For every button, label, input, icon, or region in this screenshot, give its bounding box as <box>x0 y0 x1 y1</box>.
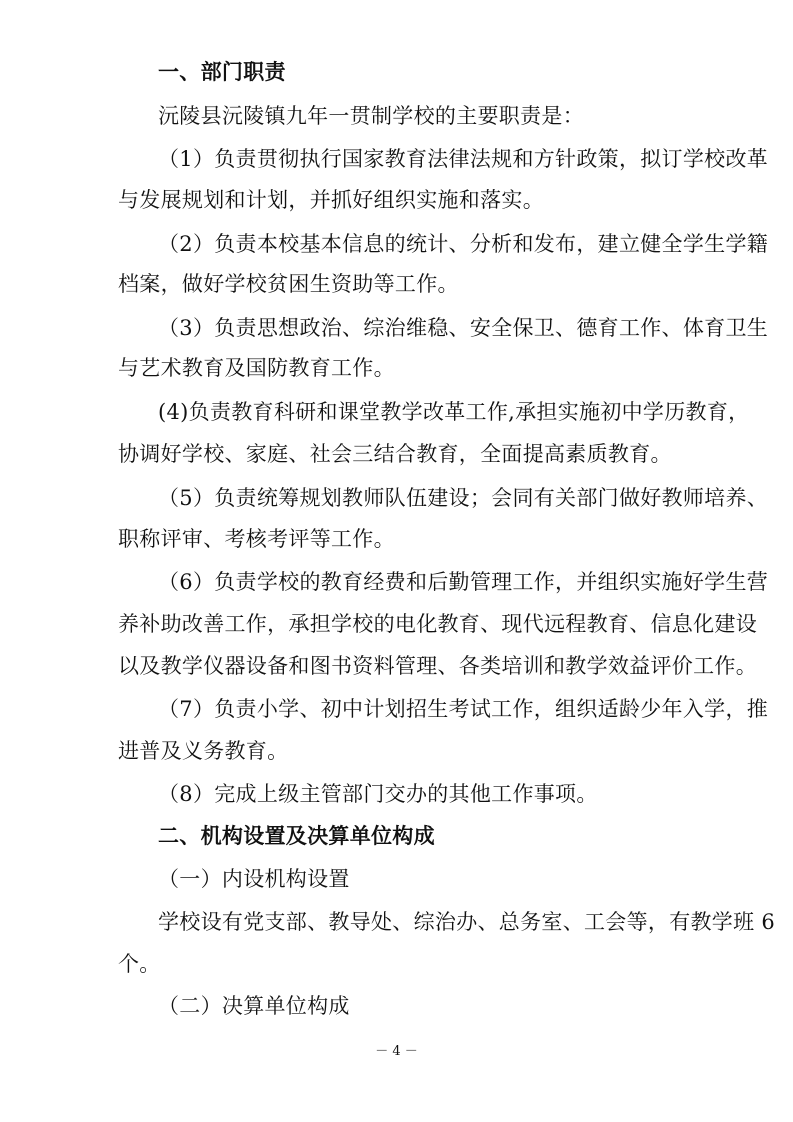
duty-item-2-line-1: （2）负责本校基本信息的统计、分析和发布，建立健全学生学籍 <box>158 232 769 256</box>
duty-item-3-line-2: 与艺术教育及国防教育工作。 <box>118 356 395 380</box>
duty-item-6-line-2: 养补助改善工作，承担学校的电化教育、现代远程教育、信息化建设 <box>118 612 757 636</box>
duty-item-4-line-2: 协调好学校、家庭、社会三结合教育，全面提高素质教育。 <box>118 442 672 466</box>
duty-item-8-line-1: （8）完成上级主管部门交办的其他工作事项。 <box>158 782 598 806</box>
duty-item-7-line-1: （7）负责小学、初中计划招生考试工作，组织适龄少年入学，推 <box>158 697 769 721</box>
section-heading-duties: 一、部门职责 <box>158 60 286 84</box>
duty-item-7-line-2: 进普及义务教育。 <box>118 739 289 763</box>
internal-structure-line-1: 学校设有党支部、教导处、综治办、总务室、工会等，有教学班 6 <box>158 910 776 934</box>
page-number: － 4 － <box>375 1044 418 1059</box>
duty-item-5-line-1: （5）负责统筹规划教师队伍建设；会同有关部门做好教师培养、 <box>158 486 769 510</box>
duty-item-6-line-1: （6）负责学校的教育经费和后勤管理工作，并组织实施好学生营 <box>158 570 769 594</box>
duty-item-1-line-2: 与发展规划和计划，并抓好组织实施和落实。 <box>118 188 544 212</box>
subsection-title-internal: （一）内设机构设置 <box>158 867 350 891</box>
section-heading-organization: 二、机构设置及决算单位构成 <box>158 824 435 848</box>
internal-structure-line-2: 个。 <box>118 952 161 976</box>
duties-intro: 沅陵县沅陵镇九年一贯制学校的主要职责是： <box>158 104 584 128</box>
duty-item-2-line-2: 档案，做好学校贫困生资助等工作。 <box>118 272 459 296</box>
duty-item-5-line-2: 职称评审、考核考评等工作。 <box>118 527 395 551</box>
duty-item-1-line-1: （1）负责贯彻执行国家教育法律法规和方针政策，拟订学校改革 <box>158 147 769 171</box>
subsection-title-units: （二）决算单位构成 <box>158 994 350 1018</box>
duty-item-4-line-1: (4)负责教育科研和课堂教学改革工作,承担实施初中学历教育， <box>158 400 750 424</box>
duty-item-3-line-1: （3）负责思想政治、综治维稳、安全保卫、德育工作、体育卫生 <box>158 316 769 340</box>
duty-item-6-line-3: 以及教学仪器设备和图书资料管理、各类培训和教学效益评价工作。 <box>118 654 757 678</box>
